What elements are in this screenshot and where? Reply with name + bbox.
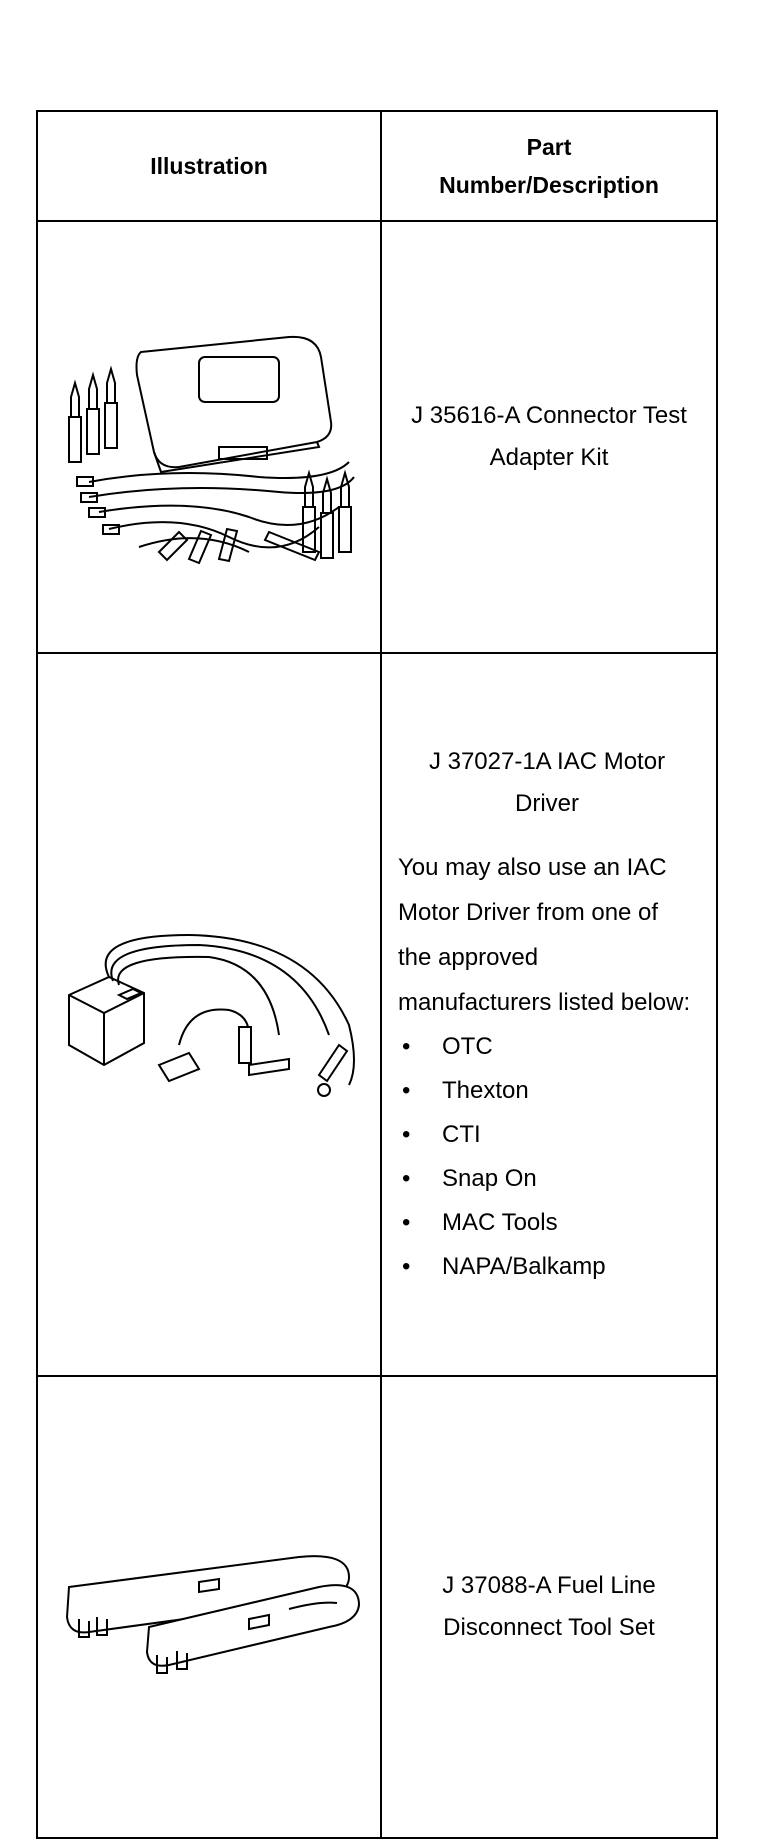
manufacturer-name: CTI — [442, 1120, 481, 1148]
fuel-line-disconnect-tool-illustration — [49, 1527, 369, 1687]
list-item — [398, 1025, 696, 1069]
header-part-label: Part Number/Description — [439, 134, 659, 198]
manufacturer-list — [398, 1025, 696, 1289]
header-part — [382, 112, 716, 222]
row-2-description — [382, 654, 716, 1377]
list-item — [398, 1069, 696, 1113]
part-description-j37088a: J 37088-A Fuel Line Disconnect Tool Set — [442, 1572, 656, 1641]
bullet-icon: • — [402, 1120, 411, 1148]
row-3-description — [382, 1377, 716, 1837]
list-item — [398, 1157, 696, 1201]
bullet-icon: • — [402, 1164, 411, 1192]
row-1-description — [382, 222, 716, 654]
connector-test-adapter-kit-illustration — [49, 297, 369, 577]
manufacturers-note: You may also use an IAC Motor Driver from one of the approved manufacturers listed below: — [398, 853, 691, 1016]
manufacturer-name: OTC — [442, 1032, 493, 1060]
bullet-icon: • — [402, 1252, 411, 1280]
tools-table — [36, 110, 718, 1839]
header-illustration — [38, 112, 382, 222]
iac-driver-text — [382, 741, 716, 1289]
row-3-illustration — [38, 1377, 382, 1837]
part-description-j370271a: J 37027-1A IAC Motor Driver — [428, 747, 666, 817]
bullet-icon: • — [402, 1076, 411, 1104]
header-illustration-label: Illustration — [150, 153, 268, 179]
part-description-j35616a: J 35616-A Connector Test Adapter Kit — [411, 402, 687, 471]
row-2-illustration — [38, 654, 382, 1377]
row-1-illustration — [38, 222, 382, 654]
manufacturer-name: Thexton — [442, 1076, 529, 1104]
bullet-icon: • — [402, 1208, 411, 1236]
list-item — [398, 1201, 696, 1245]
bullet-icon: • — [402, 1032, 411, 1060]
list-item — [398, 1113, 696, 1157]
manufacturer-name: MAC Tools — [442, 1208, 558, 1236]
manufacturer-name: NAPA/Balkamp — [442, 1252, 606, 1280]
list-item — [398, 1245, 696, 1289]
manufacturer-name: Snap On — [442, 1164, 537, 1192]
iac-motor-driver-illustration — [49, 915, 369, 1115]
